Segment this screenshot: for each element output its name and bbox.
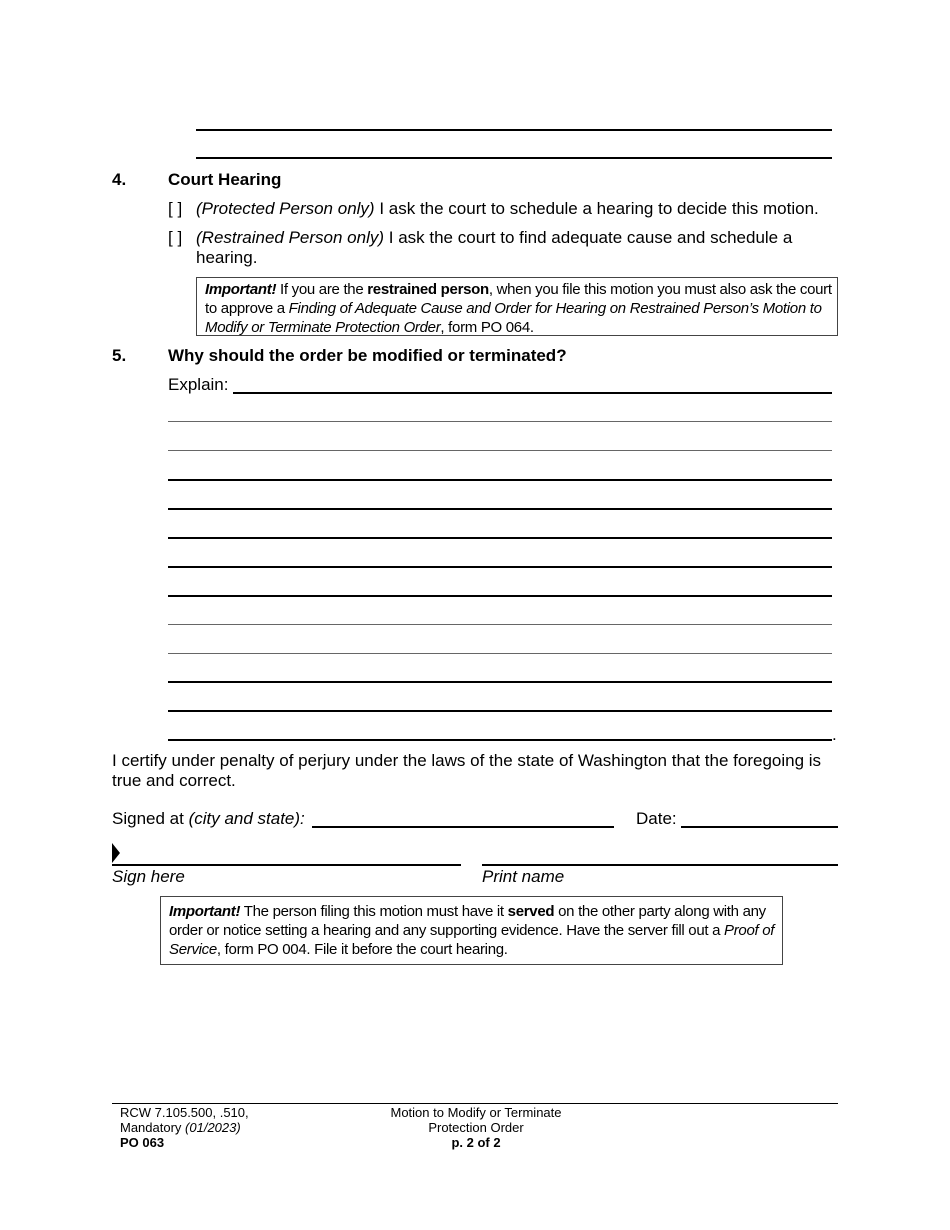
option-who: (Protected Person only) bbox=[196, 199, 375, 218]
service-important-note bbox=[160, 896, 783, 965]
explain-line-13[interactable] bbox=[168, 739, 832, 741]
section-5-title: Why should the order be modified or terminated? bbox=[168, 346, 567, 365]
footer-form-number: PO 063 bbox=[120, 1135, 165, 1150]
explain-line-11[interactable] bbox=[168, 681, 832, 683]
note-line-1: Important! The person filing this motion must have it served on the other party along with any bbox=[169, 903, 766, 920]
explain-line-8[interactable] bbox=[168, 595, 832, 597]
sign-here-label: Sign here bbox=[112, 867, 185, 886]
explain-label: Explain: bbox=[168, 375, 229, 394]
explain-end-period: . bbox=[832, 725, 837, 744]
explain-line-2[interactable] bbox=[168, 421, 832, 422]
explain-line-12[interactable] bbox=[168, 710, 832, 712]
restrained-person-checkbox[interactable]: [ ] bbox=[168, 228, 183, 247]
footer-page: p. 2 of 2 bbox=[451, 1135, 501, 1150]
certify-line-2: true and correct. bbox=[112, 771, 236, 790]
explain-line-4[interactable] bbox=[168, 479, 832, 481]
certify-line-1: I certify under penalty of perjury under the laws of the state of Washington that the foregoing is bbox=[112, 751, 822, 770]
protected-person-checkbox[interactable]: [ ] bbox=[168, 199, 183, 218]
footer-rcw: RCW 7.105.500, .510, bbox=[120, 1105, 249, 1120]
footer-left bbox=[120, 1105, 249, 1150]
restrained-person-important-note bbox=[196, 277, 838, 336]
continuation-line-2[interactable] bbox=[196, 157, 832, 159]
footer-title-1: Motion to Modify or Terminate bbox=[390, 1105, 562, 1120]
explain-line-3[interactable] bbox=[168, 450, 832, 451]
note-line-3: Modify or Terminate Protection Order, form PO 064. bbox=[205, 319, 534, 336]
note-line-2: order or notice setting a hearing and any supporting evidence. Have the server fill out a Proof of bbox=[169, 922, 775, 939]
option-text: I ask the court to find adequate cause and schedule a bbox=[384, 228, 793, 247]
footer-title-2: Protection Order bbox=[428, 1120, 524, 1135]
footer-rule bbox=[112, 1103, 838, 1104]
date-label: Date: bbox=[636, 809, 677, 828]
note-line-3: Service, form PO 004. File it before the court hearing. bbox=[169, 941, 508, 958]
explain-line-5[interactable] bbox=[168, 508, 832, 510]
explain-line-10[interactable] bbox=[168, 653, 832, 654]
date-line[interactable] bbox=[681, 826, 838, 828]
protected-person-option bbox=[196, 199, 819, 219]
option-text: I ask the court to schedule a hearing to decide this motion. bbox=[374, 199, 819, 218]
restrained-person-option bbox=[196, 228, 792, 248]
print-name-label: Print name bbox=[482, 867, 565, 886]
footer-center bbox=[340, 1105, 612, 1150]
option-who: (Restrained Person only) bbox=[196, 228, 385, 247]
signed-at-label: Signed at (city and state): bbox=[112, 809, 305, 828]
section-5-number: 5. bbox=[112, 346, 127, 365]
footer-mandatory: Mandatory (01/2023) bbox=[120, 1120, 241, 1135]
explain-line-9[interactable] bbox=[168, 624, 832, 625]
note-line-1: Important! If you are the restrained person, when you file this motion you must also ask the court bbox=[205, 281, 832, 298]
city-state-line[interactable] bbox=[312, 826, 614, 828]
sign-arrow-icon bbox=[112, 843, 120, 863]
restrained-person-option-cont: hearing. bbox=[196, 248, 258, 267]
explain-line-1[interactable] bbox=[233, 392, 832, 394]
note-line-2: to approve a Finding of Adequate Cause and Order for Hearing on Restrained Person’s Motion to bbox=[205, 300, 822, 317]
signature-line[interactable] bbox=[112, 864, 461, 866]
section-4-number: 4. bbox=[112, 170, 127, 189]
explain-line-7[interactable] bbox=[168, 566, 832, 568]
continuation-line-1[interactable] bbox=[196, 129, 832, 131]
section-4-title: Court Hearing bbox=[168, 170, 282, 189]
print-name-line[interactable] bbox=[482, 864, 838, 866]
explain-line-6[interactable] bbox=[168, 537, 832, 539]
